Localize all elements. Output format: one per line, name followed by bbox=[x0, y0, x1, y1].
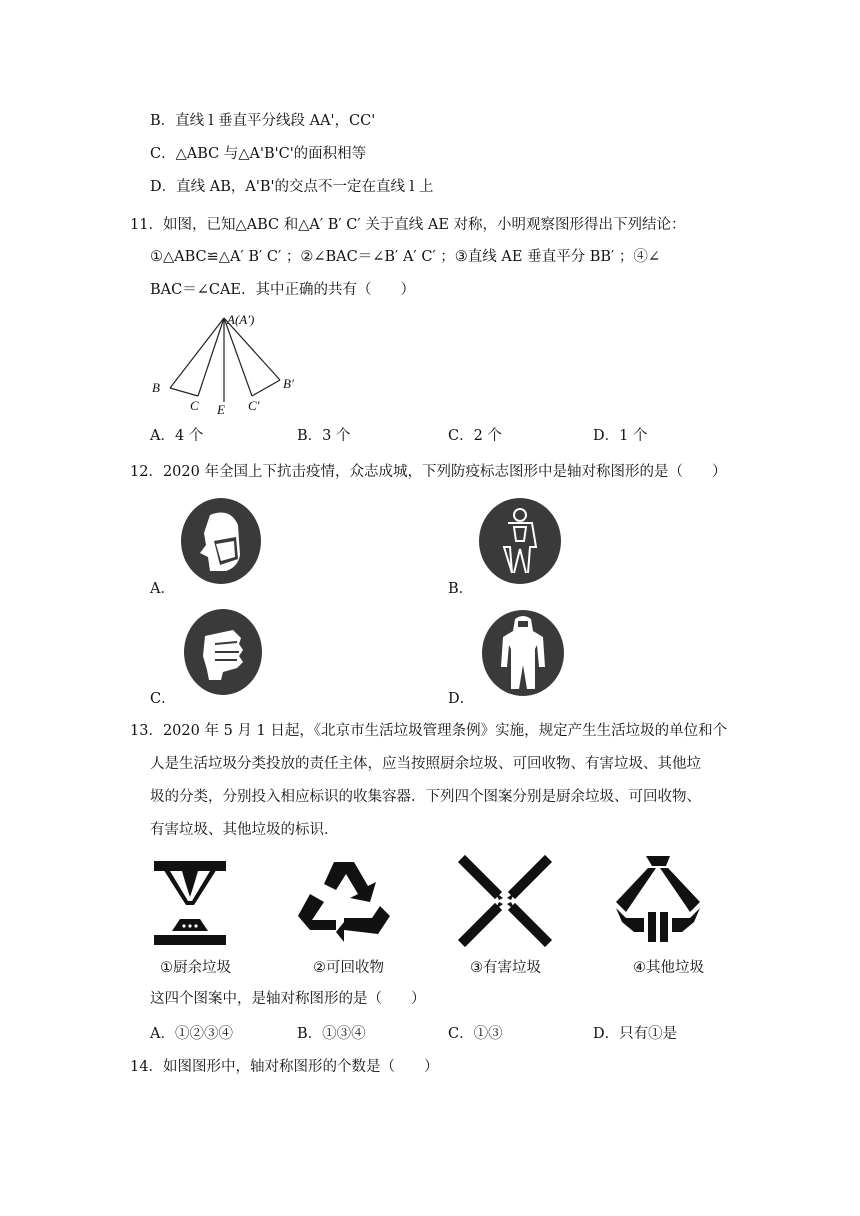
q13-option-b: B．①③④ bbox=[297, 1026, 366, 1042]
q11-stem-line2: ①△ABC≌△A′ B′ C′ ；②∠BAC＝∠B′ A′ C′ ；③直线 AE 垂直平分 BB′ ；④∠ bbox=[150, 249, 661, 265]
gloves-icon bbox=[183, 608, 263, 696]
label-b: B bbox=[152, 380, 160, 395]
q14-stem: 14．如图图形中，轴对称图形的个数是（ ） bbox=[130, 1059, 439, 1075]
label-e: E bbox=[217, 402, 225, 417]
q12-stem: 12．2020 年全国上下抗击疫情，众志成城，下列防疫标志图形中是轴对称图形的是（ ） bbox=[130, 464, 727, 480]
mask-icon bbox=[180, 497, 262, 585]
hazmat-suit-icon bbox=[481, 609, 565, 697]
q12-label-b: B． bbox=[448, 581, 474, 597]
q11-figure bbox=[140, 310, 320, 420]
q11-stem-line1: 11．如图，已知△ABC 和△A′ B′ C′ 关于直线 AE 对称，小明观察图形得出下列结论： bbox=[130, 217, 686, 233]
other-waste-icon bbox=[612, 852, 704, 946]
q13-option-a: A．①②③④ bbox=[150, 1026, 233, 1042]
q13-stem-line1: 13．2020 年 5 月 1 日起，《北京市生活垃圾管理条例》实施，规定产生生活垃圾的单位和个 bbox=[130, 723, 728, 739]
q13-option-d: D．只有①是 bbox=[593, 1026, 678, 1042]
recycle-icon bbox=[296, 858, 392, 944]
q11-option-b: B．3 个 bbox=[297, 428, 351, 444]
q12-label-a: A． bbox=[150, 581, 175, 597]
label-c: C bbox=[190, 398, 199, 413]
caption-other-waste: ④其他垃圾 bbox=[633, 960, 704, 976]
hazardous-waste-icon bbox=[459, 856, 551, 946]
q13-stem-line2: 人是生活垃圾分类投放的责任主体，应当按照厨余垃圾、可回收物、有害垃圾、其他垃 bbox=[150, 756, 701, 772]
caption-recyclable: ②可回收物 bbox=[313, 960, 384, 976]
label-b-prime: B' bbox=[283, 376, 294, 391]
q10-option-c: C．△ABC 与△A'B'C'的面积相等 bbox=[150, 146, 367, 162]
caption-kitchen-waste: ①厨余垃圾 bbox=[160, 960, 231, 976]
q13-question: 这四个图案中，是轴对称图形的是（ ） bbox=[150, 991, 426, 1007]
kitchen-waste-icon bbox=[150, 855, 230, 947]
label-c-prime: C' bbox=[248, 398, 260, 413]
q11-option-c: C．2 个 bbox=[448, 428, 502, 444]
q13-stem-line4: 有害垃圾、其他垃圾的标识． bbox=[150, 822, 339, 838]
label-a: A(A') bbox=[227, 312, 255, 327]
caption-hazardous: ③有害垃圾 bbox=[470, 960, 541, 976]
q11-stem-line3: BAC＝∠CAE．其中正确的共有（ ） bbox=[150, 282, 416, 298]
q11-option-d: D．1 个 bbox=[593, 428, 648, 444]
q13-option-c: C．①③ bbox=[448, 1026, 503, 1042]
q11-option-a: A．4 个 bbox=[150, 428, 204, 444]
q13-stem-line3: 圾的分类，分别投入相应标识的收集容器．下列四个图案分别是厨余垃圾、可回收物、 bbox=[150, 789, 701, 805]
q10-option-b: B．直线 l 垂直平分线段 AA'，CC' bbox=[150, 113, 376, 129]
protective-suit-icon bbox=[478, 497, 562, 585]
q12-label-d: D． bbox=[448, 691, 475, 707]
q12-label-c: C． bbox=[150, 691, 176, 707]
q10-option-d: D．直线 AB，A'B'的交点不一定在直线 l 上 bbox=[150, 179, 434, 195]
